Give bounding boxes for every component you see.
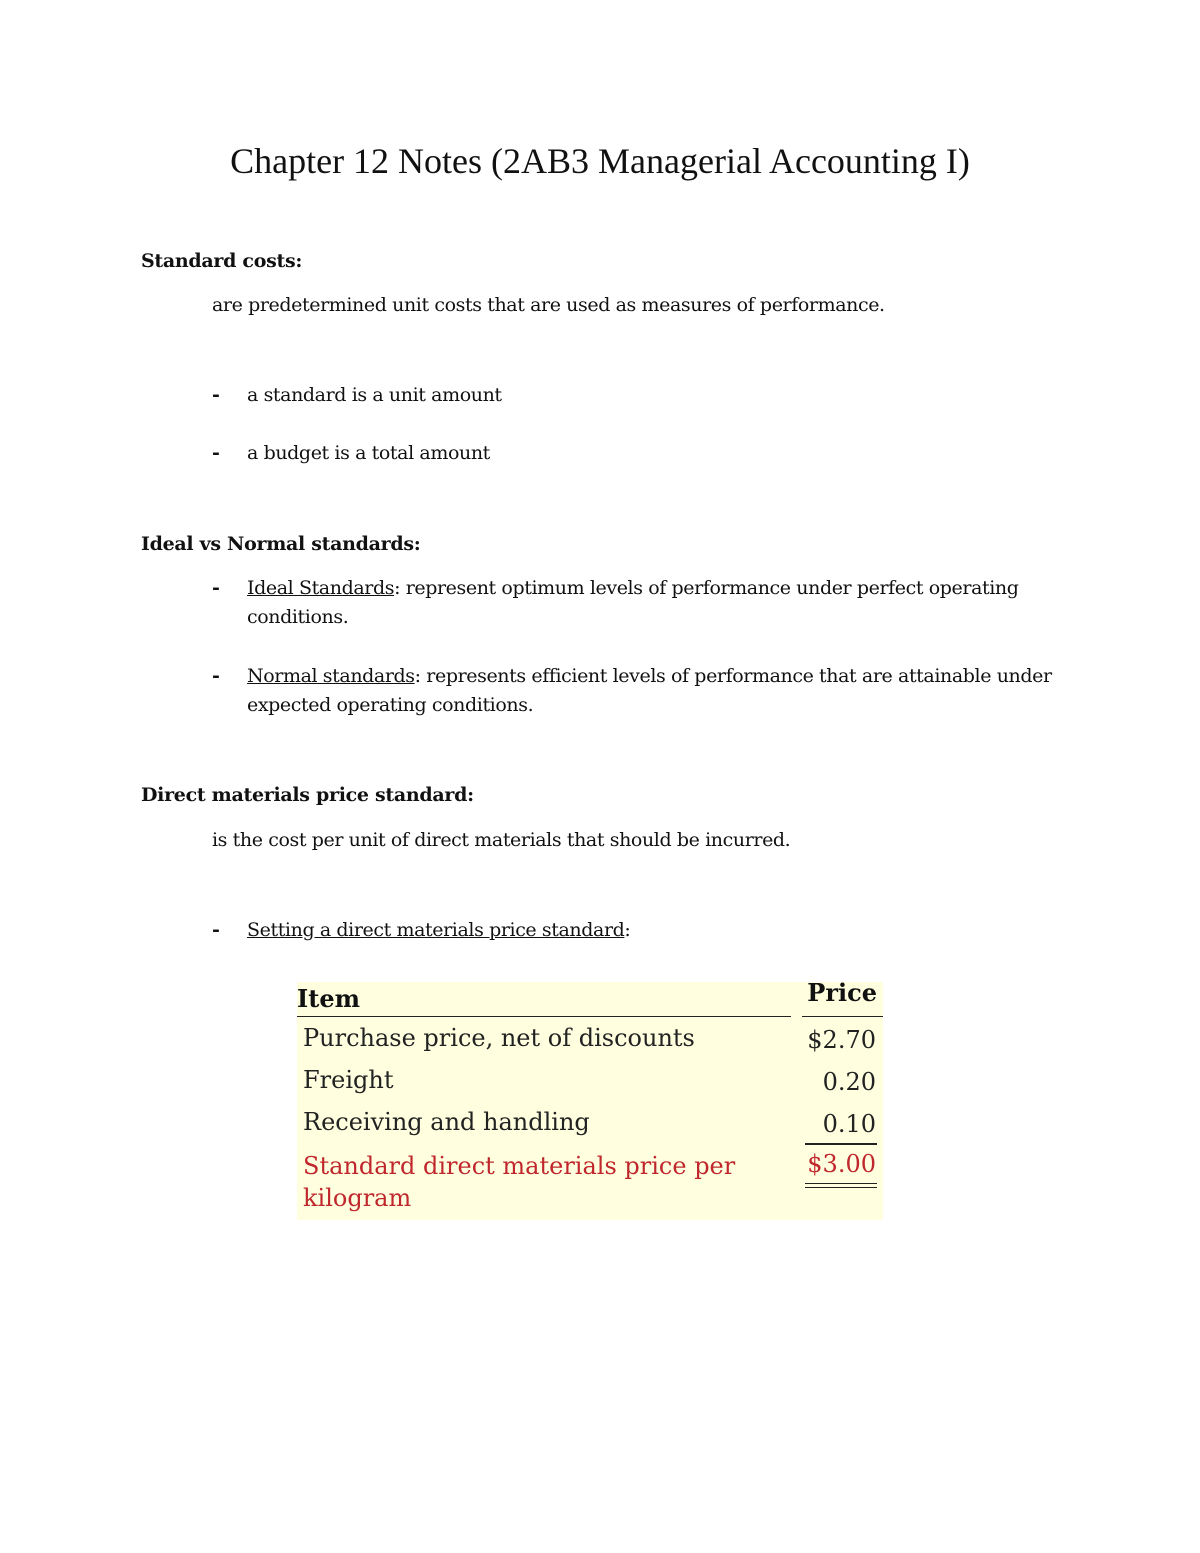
bullet-text	[247, 662, 1062, 720]
term-setting-dm-price: Setting a direct materials price standard	[247, 919, 625, 941]
heading-ideal-vs-normal: Ideal vs Normal standards:	[141, 533, 421, 555]
document-title: Chapter 12 Notes (2AB3 Managerial Accounting I)	[230, 141, 970, 181]
bullet-text: a standard is a unit amount	[247, 384, 502, 406]
dm-price-definition: is the cost per unit of direct materials that should be incurred.	[212, 829, 791, 851]
bullet-dash: -	[212, 665, 220, 687]
table-total-label: Standard direct materials price per kilogram	[303, 1152, 736, 1212]
header-rule	[297, 1016, 791, 1017]
bullet-suffix: :	[624, 919, 631, 941]
heading-standard-costs: Standard costs:	[141, 250, 303, 272]
bullet-dash: -	[212, 442, 220, 464]
bullet-text	[247, 574, 1062, 632]
total-double-rule	[805, 1183, 877, 1188]
ideal-standards-desc: : represent optimum levels of performance under perfect operating conditions.	[247, 577, 1019, 628]
bullet-dash: -	[212, 577, 220, 599]
table-row-label: Receiving and handling	[303, 1108, 590, 1136]
table-header-item: Item	[297, 984, 360, 1013]
term-normal-standards: Normal standards	[247, 665, 415, 687]
table-row-label: Purchase price, net of discounts	[303, 1024, 695, 1052]
table-row-value: 0.10	[822, 1110, 876, 1138]
subtotal-rule	[805, 1143, 877, 1145]
table-row-value: 0.20	[822, 1068, 876, 1096]
table-row-label: Freight	[303, 1066, 394, 1094]
bullet-text	[247, 916, 1062, 945]
term-ideal-standards: Ideal Standards	[247, 577, 395, 599]
heading-dm-price-standard: Direct materials price standard:	[141, 784, 474, 806]
table-header-price: Price	[807, 978, 877, 1007]
normal-standards-desc: : represents efficient levels of performance that are attainable under expected operating conditions.	[247, 665, 1052, 716]
price-standard-table	[297, 978, 883, 1220]
table-row-value: $2.70	[807, 1026, 876, 1054]
table-total-value: $3.00	[807, 1150, 876, 1178]
header-rule	[802, 1016, 883, 1017]
bullet-dash: -	[212, 384, 220, 406]
standard-costs-definition: are predetermined unit costs that are used as measures of performance.	[212, 294, 885, 316]
bullet-dash: -	[212, 919, 220, 941]
bullet-text: a budget is a total amount	[247, 442, 490, 464]
